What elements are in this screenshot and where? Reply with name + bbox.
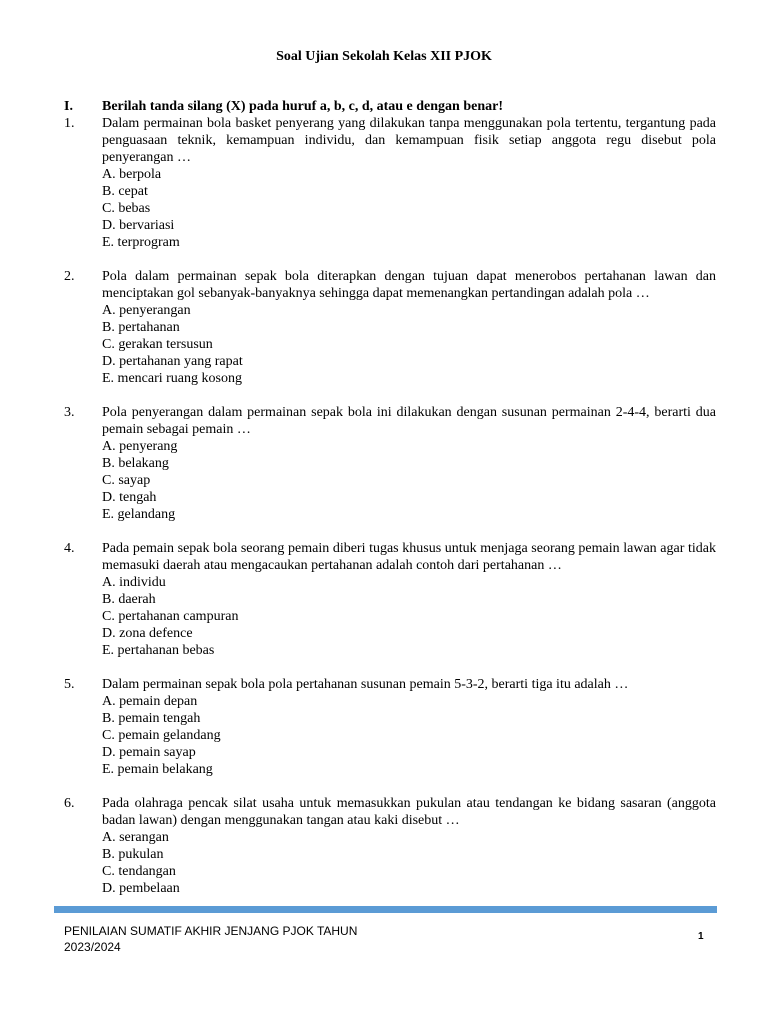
option-b: B. pertahanan [102,320,180,335]
question-1 [64,115,716,251]
option-c: C. pemain gelandang [102,728,221,743]
question-list [64,98,716,897]
instruction-text: Berilah tanda silang (X) pada huruf a, b, c, d, atau e dengan benar! [102,99,504,114]
question-number: 3. [64,405,75,420]
option-d: D. pemain sayap [102,745,196,760]
question-6 [64,795,716,897]
footer-line-1: PENILAIAN SUMATIF AKHIR JENJANG PJOK TAHUN [64,924,358,938]
option-e: E. gelandang [102,507,176,522]
question-4 [64,540,716,659]
option-c: C. bebas [102,201,151,216]
page-title: Soal Ujian Sekolah Kelas XII PJOK [276,49,492,64]
option-d: D. bervariasi [102,218,175,233]
question-3 [64,404,716,523]
question-5 [64,676,716,778]
question-text: Dalam permainan bola basket penyerang yang dilakukan tanpa menggunakan pola tertentu, tergantung pada penguasaan teknik, kemampuan individu, dan kemampuan fisik setiap anggota regu disebut pola penyerangan … [102,116,716,165]
question-text: Dalam permainan sepak bola pola pertahanan susunan pemain 5-3-2, berarti tiga itu adalah … [102,677,629,692]
option-d: D. pertahanan yang rapat [102,354,243,369]
option-b: B. pemain tengah [102,711,201,726]
footer-text [64,923,364,955]
option-d: D. zona defence [102,626,193,641]
option-b: B. pukulan [102,847,164,862]
question-number: 4. [64,541,75,556]
option-e: E. pemain belakang [102,762,213,777]
question-number: 2. [64,269,75,284]
question-text: Pola penyerangan dalam permainan sepak bola ini dilakukan dengan susunan permainan 2-4-4, berarti dua pemain sebagai pemain … [102,405,716,437]
question-number: 1. [64,116,75,131]
option-b: B. cepat [102,184,148,199]
option-c: C. sayap [102,473,151,488]
question-number: 6. [64,796,75,811]
question-text: Pola dalam permainan sepak bola diterapkan dengan tujuan dapat menerobos pertahanan lawan dan menciptakan gol sebanyak-banyaknya sehingga dapat memenangkan pertandingan adalah pola … [102,269,716,301]
option-c: C. pertahanan campuran [102,609,239,624]
option-e: E. terprogram [102,235,180,250]
question-text: Pada olahraga pencak silat usaha untuk memasukkan pukulan atau tendangan ke bidang sasaran (anggota badan lawan) dengan menggunakan tangan atau kaki disebut … [102,796,716,828]
instruction [64,98,716,115]
footer-divider [54,906,717,913]
option-b: B. belakang [102,456,169,471]
option-b: B. daerah [102,592,156,607]
option-a: A. berpola [102,167,162,182]
option-d: D. tengah [102,490,157,505]
option-a: A. individu [102,575,166,590]
option-e: E. pertahanan bebas [102,643,215,658]
page-number: 1 [698,931,704,942]
option-a: A. penyerang [102,439,178,454]
option-e: E. mencari ruang kosong [102,371,242,386]
instruction-number: I. [64,99,73,114]
question-number: 5. [64,677,75,692]
question-text: Pada pemain sepak bola seorang pemain diberi tugas khusus untuk menjaga seorang pemain lawan agar tidak memasuki daerah atau mengacaukan pertahanan adalah contoh dari pertahanan … [102,541,716,573]
option-a: A. serangan [102,830,169,845]
footer-line-2: 2023/2024 [64,940,121,954]
option-a: A. pemain depan [102,694,198,709]
option-c: C. tendangan [102,864,176,879]
option-c: C. gerakan tersusun [102,337,213,352]
question-2 [64,268,716,387]
option-a: A. penyerangan [102,303,191,318]
option-d: D. pembelaan [102,881,180,896]
